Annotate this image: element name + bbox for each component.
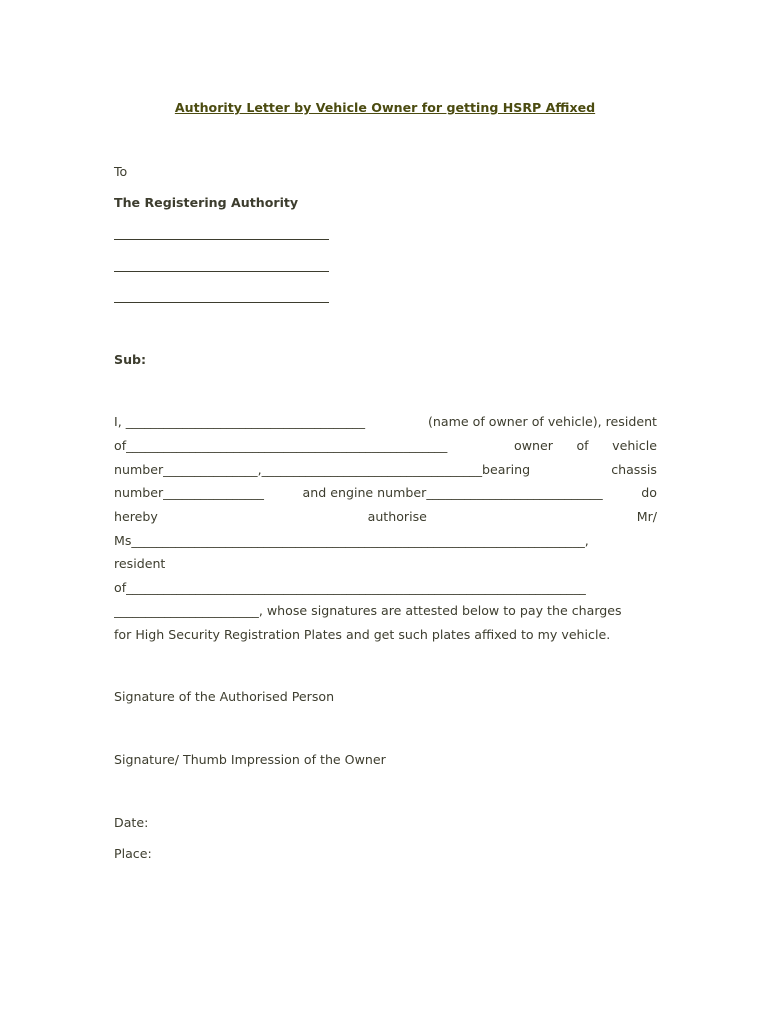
owner-signature-label: Signature/ Thumb Impression of the Owner — [114, 752, 386, 767]
date-label: Date: — [114, 815, 149, 830]
body-text: and engine number____________________________ — [302, 485, 603, 500]
body-line: resident — [114, 556, 166, 571]
body-text: I, ______________________________________ — [114, 414, 366, 429]
authorised-signature-label: Signature of the Authorised Person — [114, 689, 335, 704]
body-line: Ms________________________________________________________________________, — [114, 533, 589, 548]
body-text: hereby — [114, 509, 158, 524]
body-text: (name of owner of vehicle), resident — [428, 414, 657, 429]
address-blank-line — [114, 302, 329, 303]
address-blank-line — [114, 271, 329, 272]
body-text: number________________ — [114, 485, 264, 500]
body-text: do — [641, 485, 657, 500]
body-text: of___________________________________________________ — [114, 438, 448, 453]
document-title: Authority Letter by Vehicle Owner for getting HSRP Affixed — [174, 100, 596, 115]
body-text: Mr/ — [636, 509, 657, 524]
body-line — [114, 462, 657, 478]
body-line — [114, 485, 657, 501]
address-blank-line — [114, 239, 329, 240]
subject-label: Sub: — [114, 352, 147, 367]
body-line — [114, 414, 657, 430]
body-line — [114, 438, 657, 454]
authority-heading: The Registering Authority — [114, 195, 299, 210]
body-line: of_________________________________________________________________________ — [114, 580, 586, 595]
body-line: for High Security Registration Plates and get such plates affixed to my vehicle. — [114, 627, 611, 642]
body-text: chassis — [611, 462, 657, 477]
body-line: _______________________, whose signatures are attested below to pay the charges — [114, 603, 622, 618]
body-text: vehicle — [612, 438, 657, 453]
body-text: number_______________,___________________________________bearing — [114, 462, 531, 477]
body-text: owner — [514, 438, 553, 453]
body-text: authorise — [367, 509, 427, 524]
place-label: Place: — [114, 846, 152, 861]
to-label: To — [114, 164, 128, 179]
body-line — [114, 509, 657, 525]
body-text: of — [576, 438, 589, 453]
